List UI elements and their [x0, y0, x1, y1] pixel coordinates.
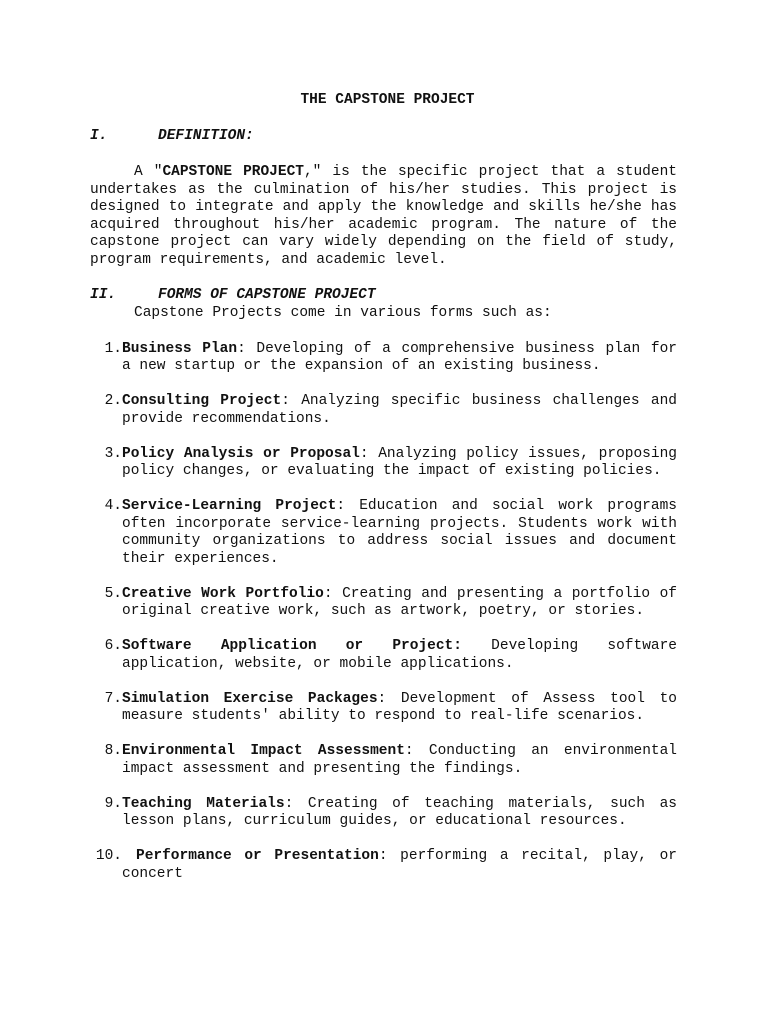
item-description: : Development of Assess tool to measure students' ability to respond to real-life scenarios. [122, 690, 677, 724]
item-term: Simulation Exercise Packages [122, 690, 378, 707]
list-item [90, 341, 677, 376]
item-term: Software Application or Project: [122, 638, 462, 654]
list-number: 8. [104, 743, 122, 759]
list-number: 5. [104, 585, 122, 602]
item-term: Service-Learning Project [122, 498, 337, 514]
list-item [90, 691, 677, 726]
list-content [122, 586, 677, 621]
section-number: II. [90, 287, 117, 303]
list-content [122, 691, 677, 726]
item-term: Consulting Project [122, 393, 282, 409]
list-content [122, 446, 677, 481]
item-term: Business Plan [122, 340, 238, 357]
item-description: : Analyzing policy issues, proposing policy changes, or evaluating the impact of existing policies. [122, 445, 677, 479]
item-description: : performing a recital, play, or concert [122, 848, 677, 882]
list-item [90, 393, 677, 428]
list-number: 2. [104, 393, 122, 409]
forms-list [90, 341, 677, 884]
section-heading-forms [90, 287, 677, 305]
list-content [122, 743, 677, 778]
list-item [90, 848, 677, 883]
item-term: Environmental Impact Assessment [122, 743, 405, 759]
list-item [90, 638, 677, 673]
list-number: 1. [104, 340, 122, 357]
item-description: : Conducting an environmental impact assessment and presenting the findings. [122, 743, 678, 777]
list-item [90, 743, 677, 778]
list-item [90, 498, 677, 568]
list-number: 10. [95, 848, 122, 864]
document-title: THE CAPSTONE PROJECT [300, 92, 475, 108]
list-number: 4. [104, 498, 122, 514]
list-content [122, 393, 677, 428]
section-title: DEFINITION: [158, 128, 254, 144]
list-content [122, 498, 677, 568]
section-number: I. [90, 128, 108, 144]
section-heading-definition [90, 128, 677, 146]
item-description: : Education and social work programs often incorporate service-learning projects. Students work with community organizations to address social issues and document their experiences. [122, 498, 677, 567]
list-item [90, 586, 677, 621]
list-content [122, 848, 677, 883]
list-item [90, 446, 677, 481]
item-description: Developing software application, website, or mobile applications. [122, 638, 678, 672]
item-term: Policy Analysis or Proposal [122, 445, 360, 462]
item-term: Performance or Presentation [136, 848, 379, 864]
item-description: : Analyzing specific business challenges and provide recommendations. [122, 393, 677, 427]
list-content [122, 796, 677, 831]
list-number: 7. [104, 690, 122, 707]
list-item [90, 796, 677, 831]
section-title: FORMS OF CAPSTONE PROJECT [158, 287, 376, 303]
definition-paragraph [90, 164, 677, 269]
item-description: : Creating of teaching materials, such as lesson plans, curriculum guides, or educational resources. [122, 795, 677, 829]
list-content [122, 341, 677, 376]
list-number: 6. [104, 638, 122, 654]
item-term: Creative Work Portfolio [122, 585, 324, 602]
item-description: : Creating and presenting a portfolio of original creative work, such as artwork, poetry, or stories. [122, 585, 677, 619]
paragraph-term: CAPSTONE PROJECT [162, 164, 304, 180]
item-term: Teaching Materials [122, 795, 285, 812]
list-number: 9. [104, 795, 122, 812]
document-page [90, 92, 677, 883]
paragraph-prefix: A " [134, 164, 163, 180]
list-content [122, 638, 677, 673]
item-description: : Developing of a comprehensive business plan for a new startup or the expansion of an existing business. [122, 340, 677, 374]
forms-intro: Capstone Projects come in various forms such as: [134, 305, 552, 321]
paragraph-text: ," is the specific project that a student undertakes as the culmination of his/her studies. This project is designed to integrate and apply the knowledge and skills he/she has acquired throughout his/her academic program. The nature of the capstone project can vary widely depending on the field of study, program requirements, and academic level. [90, 164, 677, 268]
list-number: 3. [104, 445, 122, 462]
